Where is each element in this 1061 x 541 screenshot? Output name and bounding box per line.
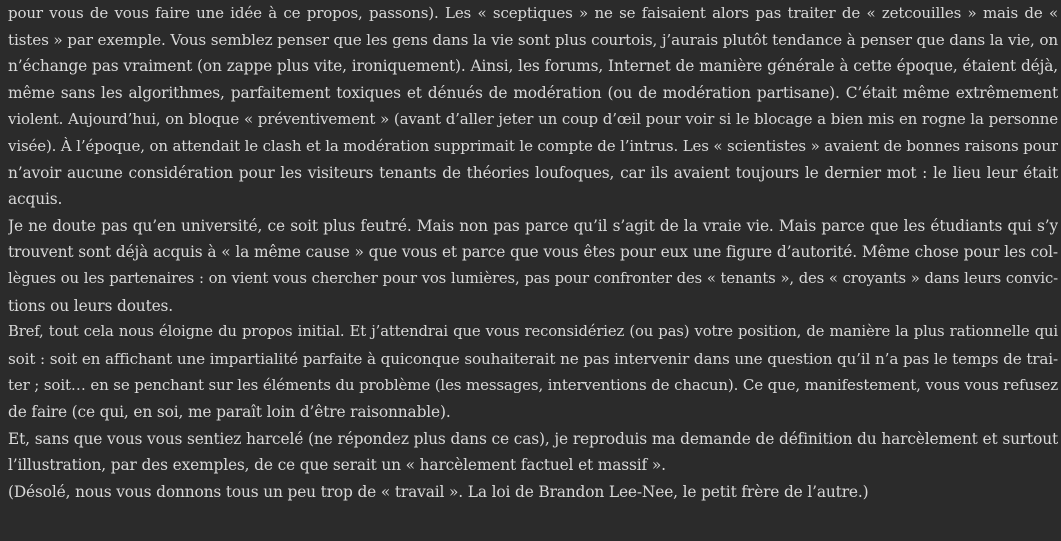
text-line: (Désolé, nous vous donnons tous un peu trop de « travail ». La loi de Brandon Lee-Nee, le petit frère de l’autre.) bbox=[8, 482, 869, 501]
text-line: visée). À l’époque, on attendait le clash et la modération supprimait le compte de l’intrus. Les « scientistes » avaient de bonnes raisons pour bbox=[8, 136, 1058, 155]
paragraph-4 bbox=[8, 426, 1058, 479]
comment-body bbox=[8, 0, 1058, 541]
paragraph-2 bbox=[8, 213, 1058, 319]
text-line: Je ne doute pas qu’en université, ce soit plus feutré. Mais non pas parce qu’il s’agit de la vraie vie. Mais parce que les étudiants qui s’y bbox=[8, 216, 1058, 235]
text-line: n’avoir aucune considération pour les visiteurs tenants de théories loufoques, car ils avaient toujours le dernier mot : le lieu leur était bbox=[8, 163, 1058, 182]
paragraph-3 bbox=[8, 319, 1058, 425]
text-line: Et, sans que vous vous sentiez harcelé (ne répondez plus dans ce cas), je reproduis ma demande de définition du harcèlement et surtout bbox=[8, 429, 1058, 448]
text-line: soit : soit en affichant une impartialité parfaite à quiconque souhaiterait ne pas intervenir dans une question qu’il n’a pas le temps de trai- bbox=[8, 349, 1058, 368]
text-line: acquis. bbox=[8, 190, 63, 209]
paragraph-1 bbox=[8, 0, 1058, 213]
text-line: n’échange pas vraiment (on zappe plus vite, ironiquement). Ainsi, les forums, Internet de manière générale à cette époque, étaient déjà, bbox=[8, 57, 1058, 76]
text-line: Bref, tout cela nous éloigne du propos initial. Et j’attendrai que vous reconsidériez (ou pas) votre position, de manière la plus rationnelle qui bbox=[8, 323, 1058, 341]
text-line: trouvent sont déjà acquis à « la même cause » que vous et parce que vous êtes pour eux une figure d’autorité. Même chose pour les col- bbox=[8, 243, 1058, 262]
text-line: tions ou leurs doutes. bbox=[8, 296, 174, 315]
text-line: lègues ou les partenaires : on vient vous chercher pour vos lumières, pas pour confronter des « tenants », des « croyants » dans leurs convic- bbox=[8, 269, 1058, 287]
text-line: pour vous de vous faire une idée à ce propos, passons). Les « sceptiques » ne se faisaient alors pas traiter de « zetcouilles » mais de « bbox=[8, 4, 1058, 22]
text-line: l’illustration, par des exemples, de ce que serait un « harcèlement factuel et massif ». bbox=[8, 456, 666, 475]
text-line: violent. Aujourd’hui, on bloque « préventivement » (avant d’aller jeter un coup d’œil pour voir si le blocage a bien mis en rogne la personne bbox=[8, 110, 1058, 129]
text-line: tistes » par exemple. Vous semblez penser que les gens dans la vie sont plus courtois, j’aurais plutôt tendance à penser que dans la vie, on bbox=[8, 30, 1058, 49]
text-line: même sans les algorithmes, parfaitement toxiques et dénués de modération (ou de modération partisane). C’était même extrêmement bbox=[8, 83, 1058, 102]
text-line: de faire (ce qui, en soi, me paraît loin d’être raisonnable). bbox=[8, 402, 451, 421]
text-line: ter ; soit… en se penchant sur les éléments du problème (les messages, interventions de chacun). Ce que, manifestement, vous vous refusez bbox=[8, 376, 1058, 395]
paragraph-5 bbox=[8, 479, 1058, 506]
